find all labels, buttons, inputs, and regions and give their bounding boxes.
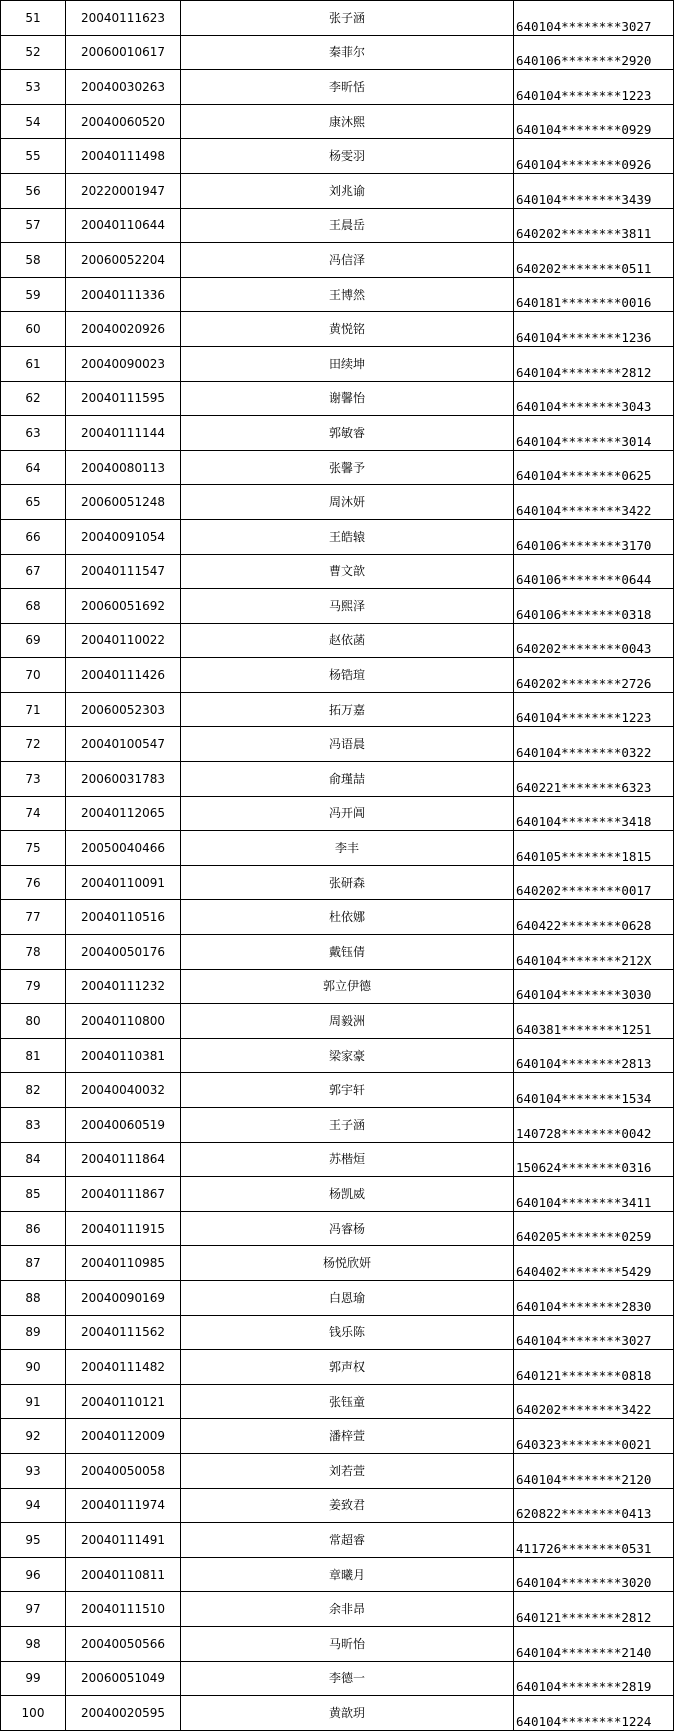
student-id-cell: 20040111232 bbox=[66, 969, 181, 1004]
row-number-cell: 98 bbox=[1, 1626, 66, 1661]
name-cell: 黄悦铭 bbox=[181, 312, 514, 347]
id-number-cell: 150624********0316 bbox=[514, 1142, 674, 1177]
id-number-cell: 640104********212X bbox=[514, 935, 674, 970]
table-row bbox=[1, 173, 674, 208]
row-number-cell: 83 bbox=[1, 1108, 66, 1143]
name-cell: 康沐熙 bbox=[181, 104, 514, 139]
student-id-cell: 20040110091 bbox=[66, 865, 181, 900]
id-number-cell: 640104********3014 bbox=[514, 416, 674, 451]
student-id-cell: 20040111482 bbox=[66, 1350, 181, 1385]
student-id-cell: 20040111867 bbox=[66, 1177, 181, 1212]
id-number-cell: 640121********2812 bbox=[514, 1592, 674, 1627]
table-row bbox=[1, 1211, 674, 1246]
student-id-cell: 20040110811 bbox=[66, 1557, 181, 1592]
student-id-cell: 20060010617 bbox=[66, 35, 181, 70]
student-id-cell: 20040110022 bbox=[66, 623, 181, 658]
student-id-cell: 20040050176 bbox=[66, 935, 181, 970]
id-number-cell: 640104********2813 bbox=[514, 1038, 674, 1073]
name-cell: 马熙泽 bbox=[181, 589, 514, 624]
id-number-cell: 640104********2120 bbox=[514, 1453, 674, 1488]
table-row bbox=[1, 416, 674, 451]
name-cell: 秦菲尔 bbox=[181, 35, 514, 70]
name-cell: 余非昂 bbox=[181, 1592, 514, 1627]
table-row bbox=[1, 554, 674, 589]
id-number-cell: 640104********3043 bbox=[514, 381, 674, 416]
id-number-cell: 640202********0511 bbox=[514, 243, 674, 278]
row-number-cell: 65 bbox=[1, 485, 66, 520]
student-id-cell: 20040111491 bbox=[66, 1523, 181, 1558]
student-id-cell: 20040091054 bbox=[66, 519, 181, 554]
name-cell: 章曦月 bbox=[181, 1557, 514, 1592]
student-id-cell: 20040050566 bbox=[66, 1626, 181, 1661]
name-cell: 郭敏睿 bbox=[181, 416, 514, 451]
id-number-cell: 640104********1236 bbox=[514, 312, 674, 347]
id-number-cell: 640104********1223 bbox=[514, 70, 674, 105]
student-id-cell: 20040080113 bbox=[66, 450, 181, 485]
student-id-cell: 20040111974 bbox=[66, 1488, 181, 1523]
table-row bbox=[1, 1246, 674, 1281]
student-id-cell: 20050040466 bbox=[66, 831, 181, 866]
student-id-cell: 20040020595 bbox=[66, 1696, 181, 1731]
name-cell: 李德一 bbox=[181, 1661, 514, 1696]
row-number-cell: 70 bbox=[1, 658, 66, 693]
row-number-cell: 59 bbox=[1, 277, 66, 312]
student-id-cell: 20060031783 bbox=[66, 762, 181, 797]
id-number-cell: 640402********5429 bbox=[514, 1246, 674, 1281]
name-cell: 曹文歆 bbox=[181, 554, 514, 589]
table-row bbox=[1, 1696, 674, 1731]
student-id-cell: 20040111915 bbox=[66, 1211, 181, 1246]
table-row bbox=[1, 1177, 674, 1212]
id-number-cell: 640106********0318 bbox=[514, 589, 674, 624]
row-number-cell: 67 bbox=[1, 554, 66, 589]
table-row bbox=[1, 450, 674, 485]
id-number-cell: 640422********0628 bbox=[514, 900, 674, 935]
id-number-cell: 640106********3170 bbox=[514, 519, 674, 554]
student-id-cell: 20060051049 bbox=[66, 1661, 181, 1696]
table-row bbox=[1, 1453, 674, 1488]
row-number-cell: 74 bbox=[1, 796, 66, 831]
student-id-cell: 20040050058 bbox=[66, 1453, 181, 1488]
name-cell: 钱乐陈 bbox=[181, 1315, 514, 1350]
name-cell: 苏楷烜 bbox=[181, 1142, 514, 1177]
table-row bbox=[1, 312, 674, 347]
row-number-cell: 52 bbox=[1, 35, 66, 70]
name-cell: 王晨岳 bbox=[181, 208, 514, 243]
student-id-cell: 20040030263 bbox=[66, 70, 181, 105]
name-cell: 常超睿 bbox=[181, 1523, 514, 1558]
row-number-cell: 100 bbox=[1, 1696, 66, 1731]
student-id-cell: 20040112065 bbox=[66, 796, 181, 831]
name-cell: 戴钰倩 bbox=[181, 935, 514, 970]
table-row bbox=[1, 70, 674, 105]
table-row bbox=[1, 1073, 674, 1108]
table-row bbox=[1, 865, 674, 900]
table-row bbox=[1, 1626, 674, 1661]
student-id-cell: 20040111498 bbox=[66, 139, 181, 174]
name-cell: 郭立伊德 bbox=[181, 969, 514, 1004]
row-number-cell: 57 bbox=[1, 208, 66, 243]
table-row bbox=[1, 623, 674, 658]
name-cell: 赵依菡 bbox=[181, 623, 514, 658]
table-row bbox=[1, 969, 674, 1004]
id-number-cell: 640202********3422 bbox=[514, 1384, 674, 1419]
id-number-cell: 620822********0413 bbox=[514, 1488, 674, 1523]
row-number-cell: 87 bbox=[1, 1246, 66, 1281]
id-number-cell: 640104********1534 bbox=[514, 1073, 674, 1108]
row-number-cell: 66 bbox=[1, 519, 66, 554]
row-number-cell: 90 bbox=[1, 1350, 66, 1385]
table-row bbox=[1, 519, 674, 554]
student-id-cell: 20040111864 bbox=[66, 1142, 181, 1177]
table-row bbox=[1, 762, 674, 797]
student-id-cell: 20040090169 bbox=[66, 1280, 181, 1315]
row-number-cell: 73 bbox=[1, 762, 66, 797]
row-number-cell: 89 bbox=[1, 1315, 66, 1350]
row-number-cell: 86 bbox=[1, 1211, 66, 1246]
row-number-cell: 82 bbox=[1, 1073, 66, 1108]
row-number-cell: 51 bbox=[1, 1, 66, 36]
student-id-cell: 20060052204 bbox=[66, 243, 181, 278]
name-cell: 杨锆瑄 bbox=[181, 658, 514, 693]
id-number-cell: 640104********2830 bbox=[514, 1280, 674, 1315]
row-number-cell: 71 bbox=[1, 692, 66, 727]
row-number-cell: 55 bbox=[1, 139, 66, 174]
table-row bbox=[1, 831, 674, 866]
name-cell: 李丰 bbox=[181, 831, 514, 866]
name-cell: 王子涵 bbox=[181, 1108, 514, 1143]
id-number-cell: 640106********2920 bbox=[514, 35, 674, 70]
id-number-cell: 640104********3411 bbox=[514, 1177, 674, 1212]
row-number-cell: 95 bbox=[1, 1523, 66, 1558]
id-number-cell: 640104********0929 bbox=[514, 104, 674, 139]
name-cell: 杨凯威 bbox=[181, 1177, 514, 1212]
id-number-cell: 640205********0259 bbox=[514, 1211, 674, 1246]
row-number-cell: 79 bbox=[1, 969, 66, 1004]
table-row bbox=[1, 1280, 674, 1315]
student-id-cell: 20040060520 bbox=[66, 104, 181, 139]
id-number-cell: 640104********1224 bbox=[514, 1696, 674, 1731]
name-cell: 张钰童 bbox=[181, 1384, 514, 1419]
student-id-cell: 20040110381 bbox=[66, 1038, 181, 1073]
table-row bbox=[1, 935, 674, 970]
id-number-cell: 640104********2140 bbox=[514, 1626, 674, 1661]
name-cell: 白恩瑜 bbox=[181, 1280, 514, 1315]
id-number-cell: 640104********3027 bbox=[514, 1315, 674, 1350]
row-number-cell: 85 bbox=[1, 1177, 66, 1212]
student-id-cell: 20040110644 bbox=[66, 208, 181, 243]
id-number-cell: 640104********3439 bbox=[514, 173, 674, 208]
row-number-cell: 53 bbox=[1, 70, 66, 105]
table-row bbox=[1, 658, 674, 693]
table-row bbox=[1, 1142, 674, 1177]
id-number-cell: 640181********0016 bbox=[514, 277, 674, 312]
table-row bbox=[1, 900, 674, 935]
row-number-cell: 94 bbox=[1, 1488, 66, 1523]
name-cell: 周沐妍 bbox=[181, 485, 514, 520]
id-number-cell: 640202********2726 bbox=[514, 658, 674, 693]
id-number-cell: 411726********0531 bbox=[514, 1523, 674, 1558]
id-number-cell: 640202********0017 bbox=[514, 865, 674, 900]
student-id-cell: 20040111547 bbox=[66, 554, 181, 589]
name-cell: 拓万嘉 bbox=[181, 692, 514, 727]
student-id-cell: 20040110121 bbox=[66, 1384, 181, 1419]
name-cell: 俞瑾喆 bbox=[181, 762, 514, 797]
student-id-cell: 20060051248 bbox=[66, 485, 181, 520]
id-number-cell: 640104********0322 bbox=[514, 727, 674, 762]
table-row bbox=[1, 1523, 674, 1558]
id-number-cell: 640104********3027 bbox=[514, 1, 674, 36]
table-row bbox=[1, 1315, 674, 1350]
table-row bbox=[1, 1592, 674, 1627]
row-number-cell: 91 bbox=[1, 1384, 66, 1419]
table-row bbox=[1, 1661, 674, 1696]
row-number-cell: 76 bbox=[1, 865, 66, 900]
student-id-cell: 20060052303 bbox=[66, 692, 181, 727]
row-number-cell: 62 bbox=[1, 381, 66, 416]
name-cell: 潘梓萱 bbox=[181, 1419, 514, 1454]
student-id-cell: 20040110516 bbox=[66, 900, 181, 935]
name-cell: 冯开阊 bbox=[181, 796, 514, 831]
row-number-cell: 63 bbox=[1, 416, 66, 451]
id-number-cell: 640104********3020 bbox=[514, 1557, 674, 1592]
row-number-cell: 58 bbox=[1, 243, 66, 278]
table-row bbox=[1, 692, 674, 727]
table-row bbox=[1, 727, 674, 762]
student-id-cell: 20040100547 bbox=[66, 727, 181, 762]
name-cell: 张研森 bbox=[181, 865, 514, 900]
student-id-cell: 20040111623 bbox=[66, 1, 181, 36]
table-row bbox=[1, 346, 674, 381]
name-cell: 王博然 bbox=[181, 277, 514, 312]
name-cell: 杜依娜 bbox=[181, 900, 514, 935]
table-row bbox=[1, 1108, 674, 1143]
name-cell: 谢馨怡 bbox=[181, 381, 514, 416]
row-number-cell: 99 bbox=[1, 1661, 66, 1696]
id-number-cell: 640323********0021 bbox=[514, 1419, 674, 1454]
id-number-cell: 640104********3422 bbox=[514, 485, 674, 520]
table-row bbox=[1, 589, 674, 624]
name-cell: 李昕恬 bbox=[181, 70, 514, 105]
name-cell: 黄歆玥 bbox=[181, 1696, 514, 1731]
name-cell: 刘若萱 bbox=[181, 1453, 514, 1488]
id-number-cell: 640381********1251 bbox=[514, 1004, 674, 1039]
id-number-cell: 640104********2812 bbox=[514, 346, 674, 381]
id-number-cell: 640202********0043 bbox=[514, 623, 674, 658]
row-number-cell: 81 bbox=[1, 1038, 66, 1073]
student-id-cell: 20040110985 bbox=[66, 1246, 181, 1281]
row-number-cell: 61 bbox=[1, 346, 66, 381]
table-row bbox=[1, 104, 674, 139]
id-number-cell: 140728********0042 bbox=[514, 1108, 674, 1143]
student-id-cell: 20040111336 bbox=[66, 277, 181, 312]
name-cell: 郭声权 bbox=[181, 1350, 514, 1385]
row-number-cell: 92 bbox=[1, 1419, 66, 1454]
student-id-cell: 20040112009 bbox=[66, 1419, 181, 1454]
id-number-cell: 640104********2819 bbox=[514, 1661, 674, 1696]
table-row bbox=[1, 1004, 674, 1039]
table-row bbox=[1, 243, 674, 278]
id-number-cell: 640202********3811 bbox=[514, 208, 674, 243]
student-id-cell: 20040111595 bbox=[66, 381, 181, 416]
name-cell: 梁家豪 bbox=[181, 1038, 514, 1073]
id-number-cell: 640221********6323 bbox=[514, 762, 674, 797]
row-number-cell: 88 bbox=[1, 1280, 66, 1315]
name-cell: 田续坤 bbox=[181, 346, 514, 381]
table-row bbox=[1, 1557, 674, 1592]
id-number-cell: 640121********0818 bbox=[514, 1350, 674, 1385]
student-id-cell: 20060051692 bbox=[66, 589, 181, 624]
student-id-cell: 20040060519 bbox=[66, 1108, 181, 1143]
row-number-cell: 80 bbox=[1, 1004, 66, 1039]
table-row bbox=[1, 381, 674, 416]
table-row bbox=[1, 1, 674, 36]
row-number-cell: 84 bbox=[1, 1142, 66, 1177]
table-row bbox=[1, 796, 674, 831]
row-number-cell: 78 bbox=[1, 935, 66, 970]
row-number-cell: 68 bbox=[1, 589, 66, 624]
id-number-cell: 640104********1223 bbox=[514, 692, 674, 727]
name-cell: 周毅洲 bbox=[181, 1004, 514, 1039]
student-id-cell: 20040110800 bbox=[66, 1004, 181, 1039]
table-row bbox=[1, 277, 674, 312]
name-cell: 刘兆谕 bbox=[181, 173, 514, 208]
row-number-cell: 96 bbox=[1, 1557, 66, 1592]
table-row bbox=[1, 1488, 674, 1523]
table-row bbox=[1, 35, 674, 70]
id-number-cell: 640106********0644 bbox=[514, 554, 674, 589]
name-cell: 郭宇轩 bbox=[181, 1073, 514, 1108]
name-cell: 冯睿杨 bbox=[181, 1211, 514, 1246]
table-row bbox=[1, 1038, 674, 1073]
row-number-cell: 60 bbox=[1, 312, 66, 347]
row-number-cell: 72 bbox=[1, 727, 66, 762]
student-id-cell: 20040111562 bbox=[66, 1315, 181, 1350]
name-cell: 杨悦欣妍 bbox=[181, 1246, 514, 1281]
student-id-cell: 20040040032 bbox=[66, 1073, 181, 1108]
student-id-cell: 20040090023 bbox=[66, 346, 181, 381]
id-number-cell: 640104********3418 bbox=[514, 796, 674, 831]
row-number-cell: 77 bbox=[1, 900, 66, 935]
row-number-cell: 75 bbox=[1, 831, 66, 866]
student-id-cell: 20220001947 bbox=[66, 173, 181, 208]
name-cell: 张子涵 bbox=[181, 1, 514, 36]
name-cell: 张馨予 bbox=[181, 450, 514, 485]
row-number-cell: 97 bbox=[1, 1592, 66, 1627]
table-row bbox=[1, 485, 674, 520]
name-cell: 马昕怡 bbox=[181, 1626, 514, 1661]
id-number-cell: 640104********3030 bbox=[514, 969, 674, 1004]
student-id-cell: 20040111510 bbox=[66, 1592, 181, 1627]
id-number-cell: 640105********1815 bbox=[514, 831, 674, 866]
name-cell: 冯信泽 bbox=[181, 243, 514, 278]
name-cell: 姜致君 bbox=[181, 1488, 514, 1523]
table-row bbox=[1, 1419, 674, 1454]
id-number-cell: 640104********0625 bbox=[514, 450, 674, 485]
student-id-cell: 20040111426 bbox=[66, 658, 181, 693]
name-cell: 杨雯羽 bbox=[181, 139, 514, 174]
student-id-cell: 20040111144 bbox=[66, 416, 181, 451]
row-number-cell: 56 bbox=[1, 173, 66, 208]
table-row bbox=[1, 208, 674, 243]
row-number-cell: 64 bbox=[1, 450, 66, 485]
name-cell: 王皓辕 bbox=[181, 519, 514, 554]
roster-body bbox=[1, 1, 674, 1731]
name-cell: 冯语晨 bbox=[181, 727, 514, 762]
student-id-cell: 20040020926 bbox=[66, 312, 181, 347]
table-row bbox=[1, 139, 674, 174]
row-number-cell: 54 bbox=[1, 104, 66, 139]
row-number-cell: 93 bbox=[1, 1453, 66, 1488]
table-row bbox=[1, 1350, 674, 1385]
id-number-cell: 640104********0926 bbox=[514, 139, 674, 174]
row-number-cell: 69 bbox=[1, 623, 66, 658]
table-row bbox=[1, 1384, 674, 1419]
